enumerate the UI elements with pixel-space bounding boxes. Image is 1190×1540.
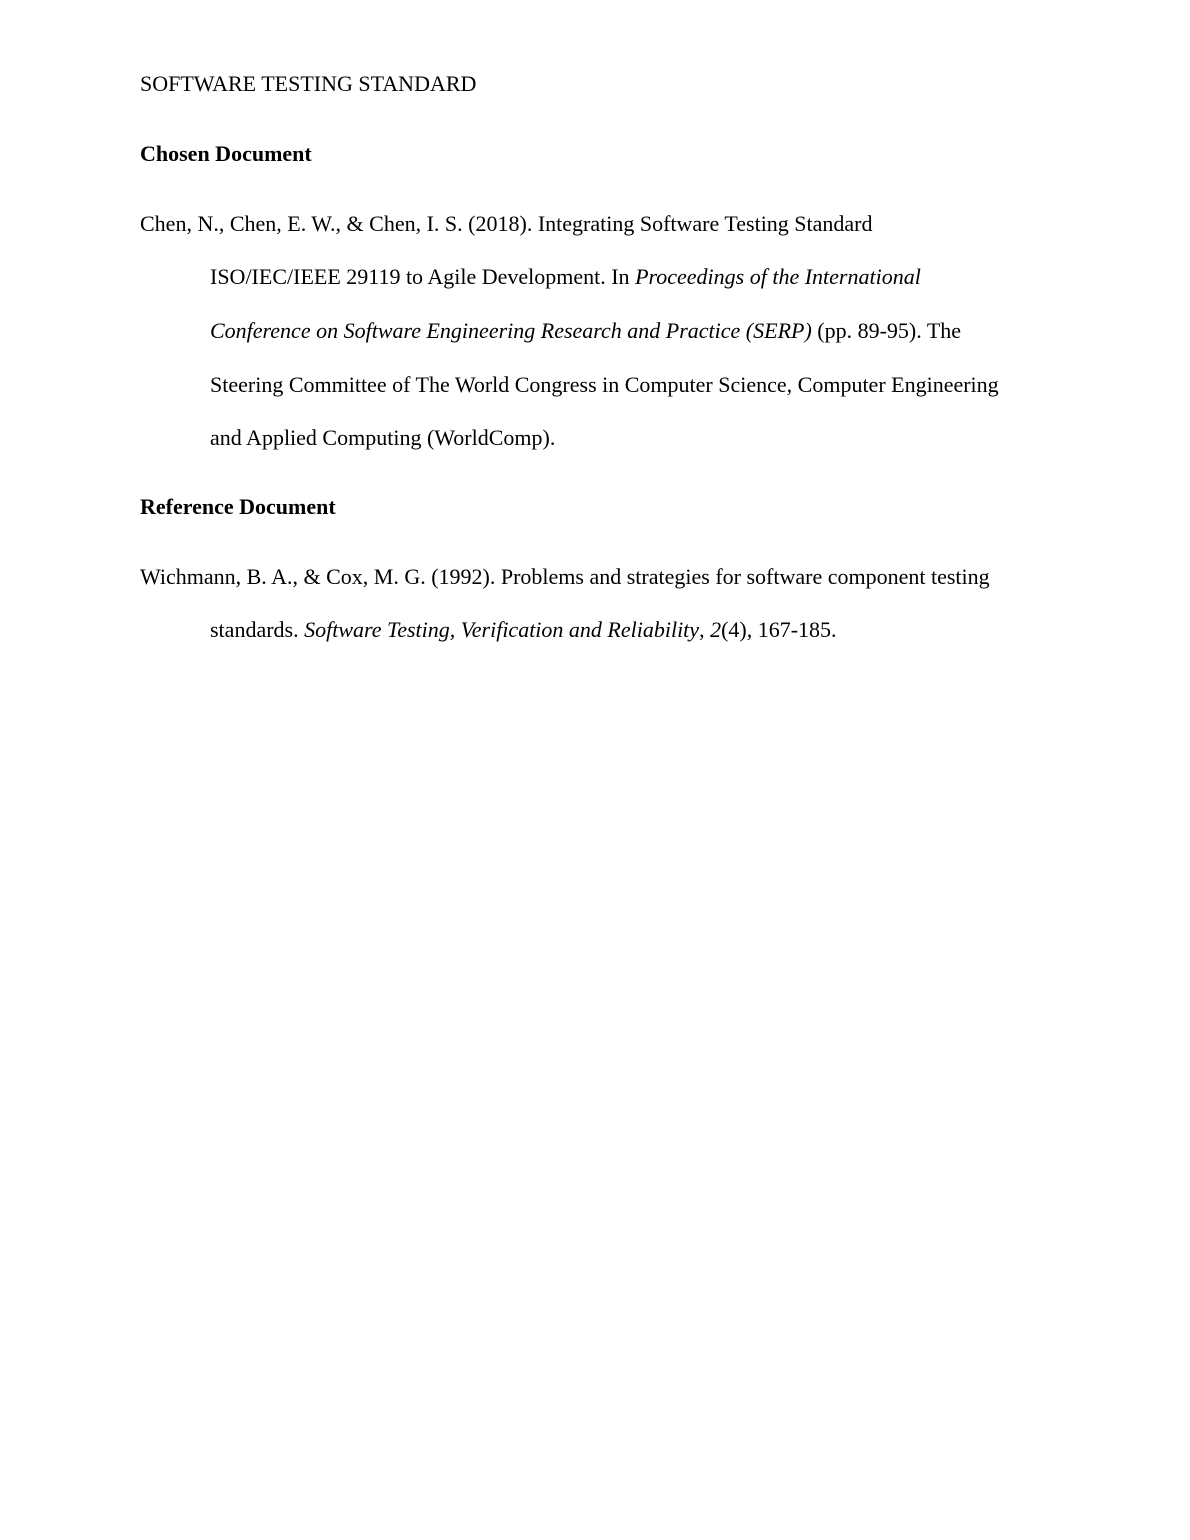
citation-line: [210, 616, 837, 644]
proceedings-title: Proceedings of the International: [635, 264, 921, 289]
journal-title: Software Testing, Verification and Reliability: [304, 617, 700, 642]
citation-line: [210, 424, 555, 452]
proceedings-title: Conference on Software Engineering Research and Practice (SERP): [210, 318, 812, 343]
running-head: SOFTWARE TESTING STANDARD: [140, 71, 477, 96]
citation-text: (pp. 89-95). The: [811, 318, 962, 343]
citation-text: Wichmann, B. A., & Cox, M. G. (1992). Problems and strategies for software component testing: [140, 564, 990, 589]
journal-volume: 2: [710, 617, 722, 642]
citation-line: [140, 210, 873, 238]
citation-line: [210, 371, 999, 399]
citation-line: [210, 263, 921, 291]
citation-text: ISO/IEC/IEEE 29119 to Agile Development. In: [210, 264, 636, 289]
citation-line: [210, 317, 961, 345]
chosen-document-heading: Chosen Document: [140, 141, 312, 166]
citation-text: (4), 167-185.: [721, 617, 837, 642]
citation-text: standards.: [210, 617, 305, 642]
citation-text: and Applied Computing (WorldComp).: [210, 425, 556, 450]
citation-text: Chen, N., Chen, E. W., & Chen, I. S. (2018). Integrating Software Testing Standard: [140, 211, 873, 236]
reference-document-heading: Reference Document: [140, 494, 336, 519]
citation-text: ,: [699, 617, 711, 642]
citation-line: [140, 563, 990, 591]
citation-text: Steering Committee of The World Congress in Computer Science, Computer Engineering: [210, 372, 999, 397]
